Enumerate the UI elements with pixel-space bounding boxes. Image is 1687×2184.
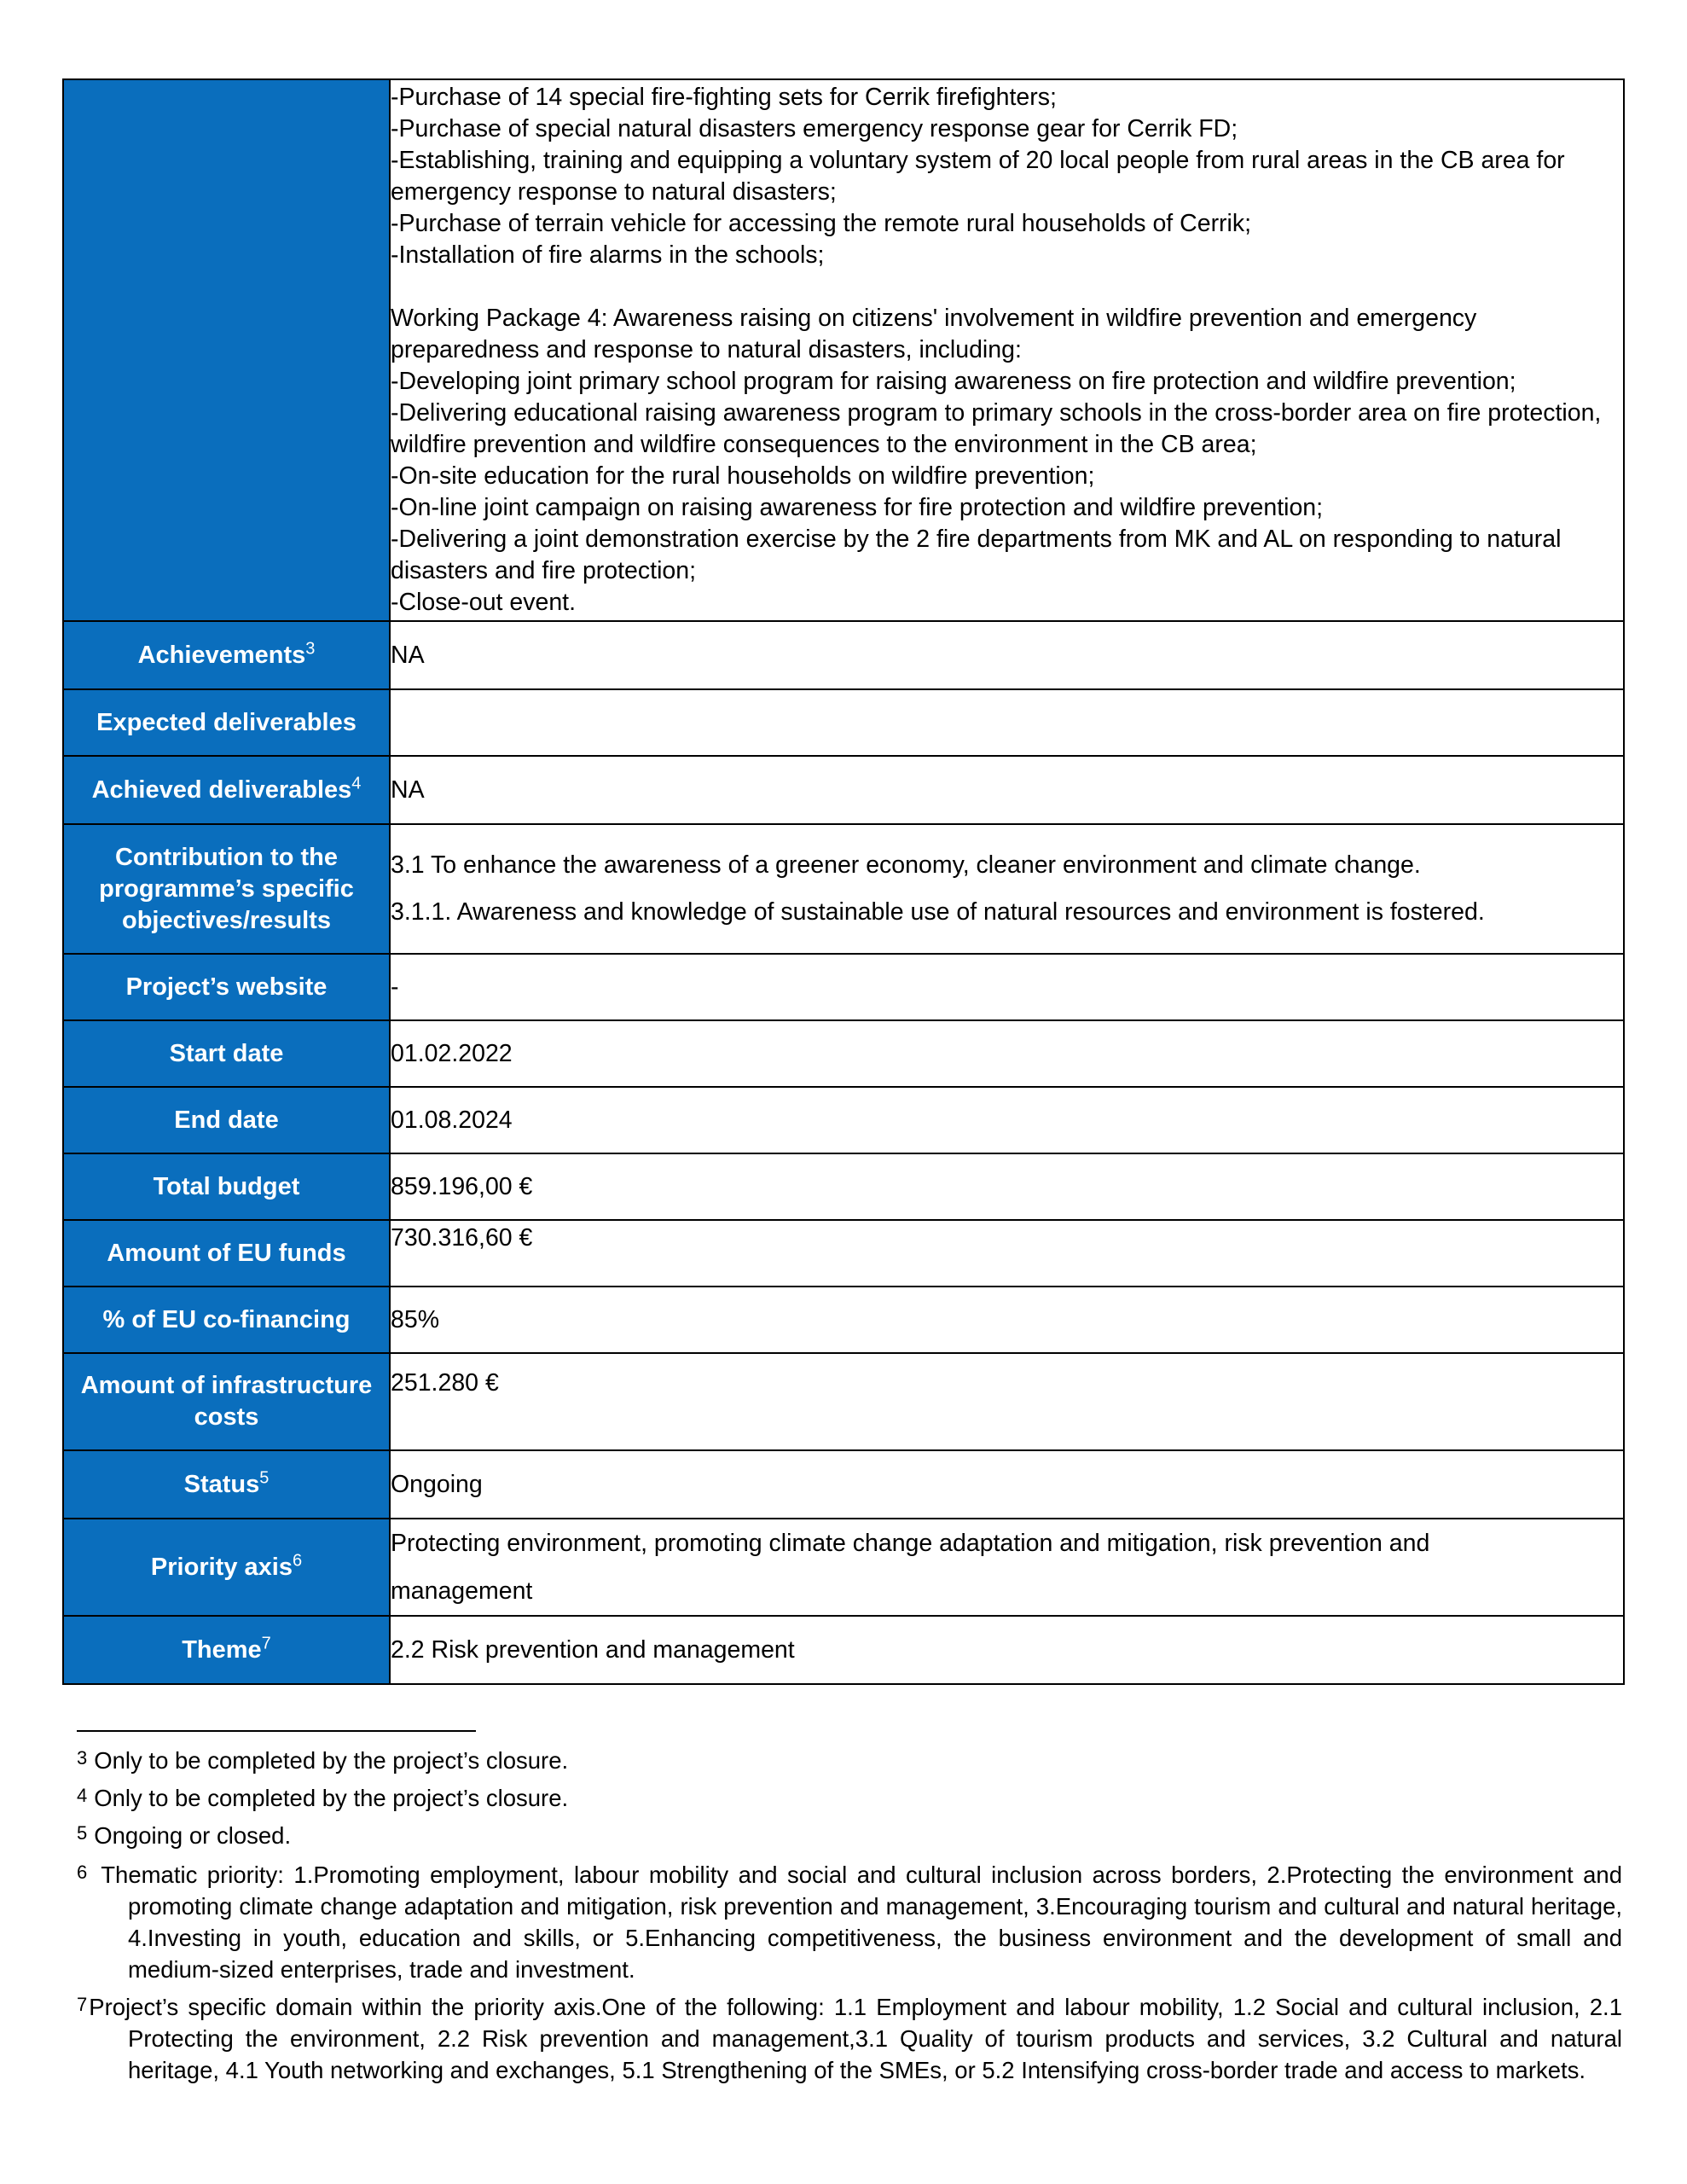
status-row — [63, 1450, 1624, 1519]
achieved-deliverables-row — [63, 756, 1624, 824]
status-label: Status$^5$ — [63, 1450, 390, 1519]
infrastructure-row — [63, 1353, 1624, 1450]
contribution-result: 3.1.1. Awareness and knowledge of sustainable use of natural resources and environment is fostered. — [391, 898, 1485, 926]
achievements-label: Achievements$^3$ — [63, 621, 390, 689]
wp-line: -Purchase of terrain vehicle for accessing the remote rural households of Cerrik; — [391, 210, 1252, 237]
footnote-ref: 4 — [351, 773, 362, 793]
expected-deliverables-value — [390, 689, 1624, 756]
eu-funds-row — [63, 1220, 1624, 1287]
footnote-ref: 7 — [261, 1633, 271, 1653]
wp-line: -Establishing, training and equipping a voluntary system of 20 local people from rural areas in the CB area for emergency response to natural disasters; — [391, 147, 1565, 206]
contribution-value — [390, 824, 1624, 954]
wp-line: -Delivering a joint demonstration exercise by the 2 fire departments from MK and AL on responding to natural disasters and fire protection; — [391, 526, 1562, 584]
start-date-row — [63, 1020, 1624, 1087]
footnote-ref: 3 — [305, 638, 316, 658]
wp-line: -Installation of fire alarms in the schools; — [391, 241, 825, 269]
wp-line: -Developing joint primary school program for raising awareness on fire protection and wildfire prevention; — [391, 368, 1516, 395]
wp-line: -Purchase of 14 special fire-fighting sets for Cerrik firefighters; — [391, 84, 1057, 111]
eu-funds-label: Amount of EU funds — [63, 1220, 390, 1287]
expected-deliverables-row — [63, 689, 1624, 756]
website-row — [63, 954, 1624, 1020]
working-packages-row — [63, 79, 1624, 621]
website-value: - — [390, 954, 1624, 1020]
end-date-row — [63, 1087, 1624, 1153]
eu-funds-value: 730.316,60 € — [390, 1220, 1624, 1287]
footnote-6: 6 Thematic priority: 1.Promoting employment, labour mobility and social and cultural inclusion across borders, 2.Protecting the environment and promoting climate change adaptation and mitigation, risk prevention and management, 3.Encouraging tourism and cultural and natural heritage, 4.Investing in youth, education and skills, or 5.Enhancing competitiveness, the business environment and the development of small and medium-sized enterprises, trade and investment. — [77, 1862, 1622, 1983]
wp-line: -On-site education for the rural households on wildfire prevention; — [391, 462, 1095, 490]
priority-axis-row — [63, 1519, 1624, 1616]
wp-line: -Delivering educational raising awareness program to primary schools in the cross-border area on fire protection, wildfire prevention and wildfire consequences to the environment in the CB area; — [391, 399, 1602, 458]
cofinancing-label: % of EU co-financing — [63, 1287, 390, 1353]
wp-spacer — [391, 271, 1623, 303]
expected-deliverables-label: Expected deliverables — [63, 689, 390, 756]
priority-axis-value: Protecting environment, promoting climate change adaptation and mitigation, risk prevention and management — [390, 1519, 1624, 1616]
priority-axis-label: Priority axis$^6$ — [63, 1519, 390, 1616]
theme-label: Theme$^7$ — [63, 1616, 390, 1684]
cofinancing-value: 85% — [390, 1287, 1624, 1353]
website-label: Project’s website — [63, 954, 390, 1020]
achieved-deliverables-value: NA — [390, 756, 1624, 824]
working-packages-label-cell — [63, 79, 390, 621]
achievements-row — [63, 621, 1624, 689]
theme-row — [63, 1616, 1624, 1684]
start-date-value: 01.02.2022 — [390, 1020, 1624, 1087]
theme-value: 2.2 Risk prevention and management — [390, 1616, 1624, 1684]
infrastructure-label: Amount of infrastructure costs — [63, 1353, 390, 1450]
footnote-ref: 5 — [259, 1467, 270, 1487]
footnote-separator — [77, 1730, 476, 1732]
wp-line: -Close-out event. — [391, 589, 577, 616]
achieved-deliverables-label: Achieved deliverables$^4$ — [63, 756, 390, 824]
contribution-row — [63, 824, 1624, 954]
start-date-label: Start date — [63, 1020, 390, 1087]
infrastructure-value: 251.280 € — [390, 1353, 1624, 1450]
achievements-value: NA — [390, 621, 1624, 689]
footnote-3: 3 Only to be completed by the project’s closure. — [77, 1747, 569, 1774]
wp-line: -Purchase of special natural disasters emergency response gear for Cerrik FD; — [391, 115, 1238, 142]
footnote-5: 5 Ongoing or closed. — [77, 1822, 292, 1849]
total-budget-row — [63, 1153, 1624, 1220]
footnote-7: 7Project’s specific domain within the priority axis.One of the following: 1.1 Employment and labour mobility, 1.2 Social and cultural inclusion, 2.1 Protecting the environment, 2.2 Risk prevention and management,3.1 Quality of tourism products and services, 3.2 Cultural and natural heritage, 4.1 Youth networking and exchanges, 5.1 Strengthening of the SMEs, or 5.2 Intensifying cross-border trade and access to markets. — [77, 1994, 1622, 2083]
footnote-4: 4 Only to be completed by the project’s closure. — [77, 1785, 569, 1811]
total-budget-value: 859.196,00 € — [390, 1153, 1624, 1220]
working-packages-cell — [390, 79, 1624, 621]
wp-line: -On-line joint campaign on raising awareness for fire protection and wildfire prevention; — [391, 494, 1324, 521]
contribution-objective: 3.1 To enhance the awareness of a greener economy, cleaner environment and climate change. — [391, 851, 1421, 879]
project-info-table — [62, 78, 1625, 1685]
end-date-value: 01.08.2024 — [390, 1087, 1624, 1153]
cofinancing-row — [63, 1287, 1624, 1353]
contribution-label: Contribution to the programme’s specific objectives/results — [63, 824, 390, 954]
wp-heading: Working Package 4: Awareness raising on citizens' involvement in wildfire prevention and emergency preparedness and response to natural disasters, including: — [391, 305, 1477, 363]
end-date-label: End date — [63, 1087, 390, 1153]
footnote-ref: 6 — [292, 1550, 303, 1570]
footnotes — [77, 1740, 1622, 2086]
total-budget-label: Total budget — [63, 1153, 390, 1220]
status-value: Ongoing — [390, 1450, 1624, 1519]
